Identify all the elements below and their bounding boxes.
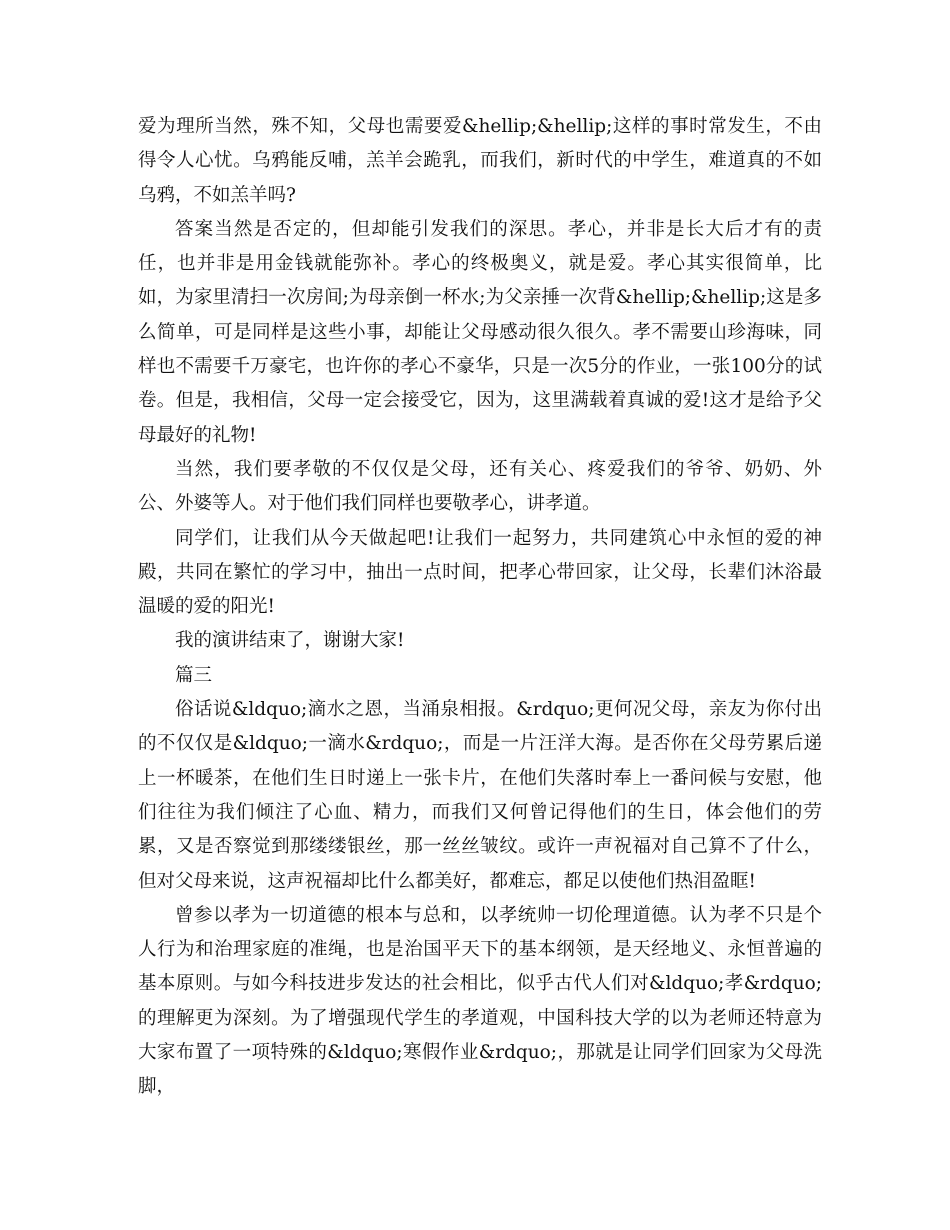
paragraph: 我的演讲结束了，谢谢大家! — [175, 630, 405, 652]
paragraph: 曾参以孝为一切道德的根本与总和，以孝统帅一切伦理道德。认为孝不只是个人行为和治理家庭的准绳，也是治国平天下的基本纲领，是天经地义、永恒普遍的基本原则。与如今科技进步发达的社会相比，似乎古代人们对&ldquo;孝&rdquo;的理解更为深刻。为了增强现代学生的孝道观，中国科技大学的以为老师还特意为大家布置了一项特殊的&ldquo;寒假作业&rdquo;，那就是让同学们回家为父母洗脚， — [138, 904, 822, 1098]
paragraph-continued: 爱为理所当然，殊不知，父母也需要爱&hellip;&hellip;这样的事时常发生，不由得令人心忧。乌鸦能反哺，羔羊会跪乳，而我们，新时代的中学生，难道真的不如乌鸦，不如羔羊吗? — [138, 116, 822, 206]
paragraph: 俗话说&ldquo;滴水之恩，当涌泉相报。&rdquo;更何况父母，亲友为你付出的不仅仅是&ldquo;一滴水&rdquo;，而是一片汪洋大海。是否你在父母劳累后递上一杯暖茶，在他们生日时递上一张卡片，在他们失落时奉上一番问候与安慰，他们往往为我们倾注了心血、精力，而我们又何曾记得他们的生日，体会他们的劳累，又是否察觉到那缕缕银丝，那一丝丝皱纹。或许一声祝福对自己算不了什么，但对父母来说，这声祝福却比什么都美好，都难忘，都足以使他们热泪盈眶! — [138, 699, 822, 892]
section-heading: 篇三 — [175, 664, 213, 686]
paragraph: 当然，我们要孝敬的不仅仅是父母，还有关心、疼爱我们的爷爷、奶奶、外公、外婆等人。对于他们我们同样也要敬孝心，讲孝道。 — [138, 458, 822, 515]
paragraph: 答案当然是否定的，但却能引发我们的深思。孝心，并非是长大后才有的责任，也并非是用金钱就能弥补。孝心的终极奥义，就是爱。孝心其实很简单，比如，为家里清扫一次房间;为母亲倒一杯水;为父亲捶一次背&hellip;&hellip;这是多么简单，可是同样是这些小事，却能让父母感动很久很久。孝不需要山珍海味，同样也不需要千万豪宅，也许你的孝心不豪华，只是一次5分的作业，一张100分的试卷。但是，我相信，父母一定会接受它，因为，这里满载着真诚的爱!这才是给予父母最好的礼物! — [138, 218, 822, 446]
paragraph: 同学们，让我们从今天做起吧!让我们一起努力，共同建筑心中永恒的爱的神殿，共同在繁忙的学习中，抽出一点时间，把孝心带回家，让父母，长辈们沐浴最温暖的爱的阳光! — [138, 527, 822, 618]
document-body — [138, 110, 822, 1105]
